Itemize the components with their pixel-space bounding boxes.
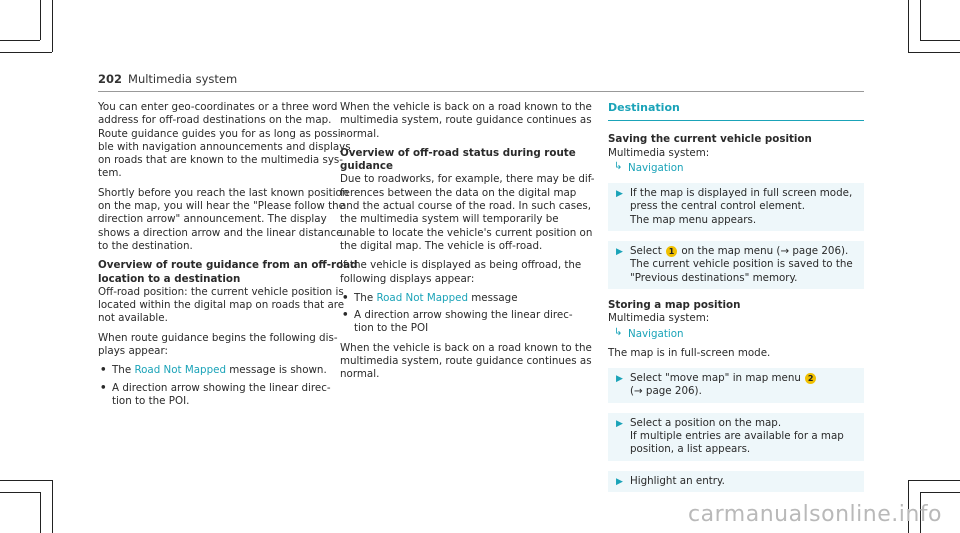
text-line: direction arrow" announcement. The display: [98, 213, 327, 226]
text-line: plays appear:: [98, 345, 168, 358]
column-right: [608, 101, 864, 502]
text-line: unable to locate the vehicle's current position on: [340, 226, 593, 239]
step-arrow-icon: ▶: [616, 374, 623, 385]
text: Select "move map" in map menu: [630, 372, 805, 385]
text-line: address for off-road destinations on the map.: [98, 114, 332, 127]
instruction-step: [608, 241, 864, 289]
bullet-icon: •: [100, 364, 107, 377]
text-line: Overview of route guidance from an off-road: [98, 259, 358, 272]
text-line: press the central control element.: [630, 200, 805, 213]
bullet-icon: •: [100, 381, 107, 394]
text-line: You can enter geo-coordinates or a three word: [98, 101, 338, 113]
text-line: If the vehicle is displayed as being offroad, the: [340, 259, 582, 272]
paragraph: [98, 101, 351, 181]
list-item: [98, 381, 331, 409]
paragraph: [98, 285, 345, 326]
step-arrow-icon: ▶: [616, 189, 623, 200]
text-line: multimedia system, route guidance continues as: [340, 114, 592, 127]
crop-mark: [52, 0, 53, 52]
subheading: [608, 133, 864, 146]
ui-label: Road Not Mapped: [134, 364, 226, 377]
text-line: When route guidance begins the following dis-: [98, 331, 338, 344]
header-divider: [98, 91, 864, 92]
text-line: Route guidance guides you for as long as possi-: [98, 127, 345, 140]
text-line: Storing a map position: [608, 298, 741, 311]
step-arrow-icon: ▶: [616, 418, 623, 429]
text-line: A direction arrow showing the linear direc-: [354, 309, 573, 322]
ui-label: Road Not Mapped: [376, 291, 468, 304]
page-number: 202: [98, 72, 123, 86]
crop-mark: [908, 52, 960, 53]
text-line: A direction arrow showing the linear direc-: [112, 381, 331, 394]
crop-mark: [0, 40, 40, 41]
system-label: Multimedia system:: [608, 146, 710, 159]
callout-badge: 1: [666, 246, 677, 257]
text-line: located within the digital map on roads that are: [98, 299, 345, 312]
text-line: If multiple entries are available for a map: [630, 430, 844, 443]
crop-mark: [920, 40, 960, 41]
list-item: [340, 309, 572, 336]
text: on the map menu (→ page 206).: [678, 245, 849, 258]
menu-path-arrow-icon: ↳: [614, 160, 623, 172]
list-item: [98, 364, 326, 377]
paragraph: The map is in full-screen mode.: [608, 346, 771, 359]
text-line: the digital map. The vehicle is off-road.: [340, 239, 543, 252]
text: message is shown.: [226, 364, 327, 377]
text-line: ble with navigation announcements and displays: [98, 140, 351, 153]
text-line: shows a direction arrow and the linear distance: [98, 226, 343, 239]
text-line: following displays appear:: [340, 272, 475, 285]
paragraph: [98, 186, 349, 253]
crop-mark: [908, 480, 960, 481]
nav-label: Navigation: [628, 327, 684, 340]
text-line: and the actual course of the road. In such cases,: [340, 200, 592, 213]
text-line: the multimedia system will temporarily be: [340, 213, 559, 226]
text-line: Off-road position: the current vehicle position is: [98, 285, 344, 298]
column-left: [98, 101, 358, 412]
nav-label: Navigation: [628, 161, 684, 174]
list-item: [340, 292, 572, 305]
text-line: Shortly before you reach the last known position: [98, 186, 349, 199]
subheading: [98, 259, 358, 286]
bullet-icon: •: [342, 291, 349, 304]
text-line: Highlight an entry.: [630, 474, 725, 487]
system-label: Multimedia system:: [608, 312, 710, 325]
text-line: When the vehicle is back on a road known to the: [340, 341, 592, 354]
text-line: on roads that are known to the multimedia sys-: [98, 154, 343, 167]
paragraph: [98, 331, 338, 359]
text-line: Due to roadworks, for example, there may be dif-: [340, 173, 595, 186]
paragraph: [340, 101, 592, 141]
menu-path-arrow-icon: ↳: [614, 326, 623, 338]
section-title: Multimedia system: [128, 72, 238, 86]
text: The: [354, 291, 377, 304]
text-line: When the vehicle is back on a road known to the: [340, 101, 592, 113]
instruction-step: [608, 368, 864, 403]
text-line: The map menu appears.: [630, 213, 757, 226]
paragraph: [340, 341, 592, 382]
text-line: tion to the POI.: [112, 394, 190, 407]
instruction-step: [608, 413, 864, 461]
section-heading: Destination: [608, 101, 864, 121]
text-line: Select a position on the map.: [630, 416, 782, 429]
callout-badge: 2: [805, 373, 816, 384]
text: The: [112, 364, 135, 377]
crop-mark: [0, 480, 52, 481]
text-line: If the map is displayed in full screen mode,: [630, 187, 853, 200]
text-line: guidance: [340, 160, 393, 173]
text-line: Overview of off-road status during route: [340, 146, 576, 159]
nav-path: [608, 328, 864, 341]
step-arrow-icon: ▶: [616, 247, 623, 258]
crop-mark: [0, 492, 40, 493]
text: message: [468, 291, 518, 304]
subheading: [608, 299, 864, 312]
paragraph: [340, 259, 582, 286]
step-arrow-icon: ▶: [616, 476, 623, 487]
text-line: "Previous destinations" memory.: [630, 271, 798, 284]
crop-mark: [40, 0, 41, 40]
text-line: Saving the current vehicle position: [608, 133, 812, 146]
text-line: tion to the POI: [354, 322, 429, 335]
text-line: not available.: [98, 312, 168, 325]
text-line: normal.: [340, 368, 380, 381]
text-line: on the map, you will hear the "Please follow the: [98, 200, 345, 213]
crop-mark: [920, 492, 960, 493]
text-line: ferences between the data on the digital map: [340, 186, 577, 199]
text-line: location to a destination: [98, 272, 241, 285]
paragraph: [340, 173, 595, 253]
crop-mark: [908, 0, 909, 52]
text-line: (→ page 206).: [630, 385, 702, 398]
watermark[interactable]: carmanualsonline.info: [688, 502, 942, 527]
nav-path: [608, 162, 864, 175]
crop-mark: [920, 0, 921, 40]
crop-mark: [0, 52, 52, 53]
instruction-step: [608, 471, 864, 492]
instruction-step: [608, 183, 864, 231]
text-line: multimedia system, route guidance continues as: [340, 355, 592, 368]
page-header: [98, 72, 237, 86]
text-line: normal.: [340, 127, 380, 140]
text-line: position, a list appears.: [630, 443, 751, 456]
subheading: [340, 146, 576, 174]
text-line: The current vehicle position is saved to the: [630, 258, 853, 271]
crop-mark: [52, 480, 53, 533]
column-middle: [340, 101, 595, 388]
bullet-icon: •: [342, 309, 349, 322]
text-line: tem.: [98, 167, 122, 180]
text-line: to the destination.: [98, 239, 193, 252]
text: Select: [630, 245, 666, 258]
crop-mark: [40, 492, 41, 533]
